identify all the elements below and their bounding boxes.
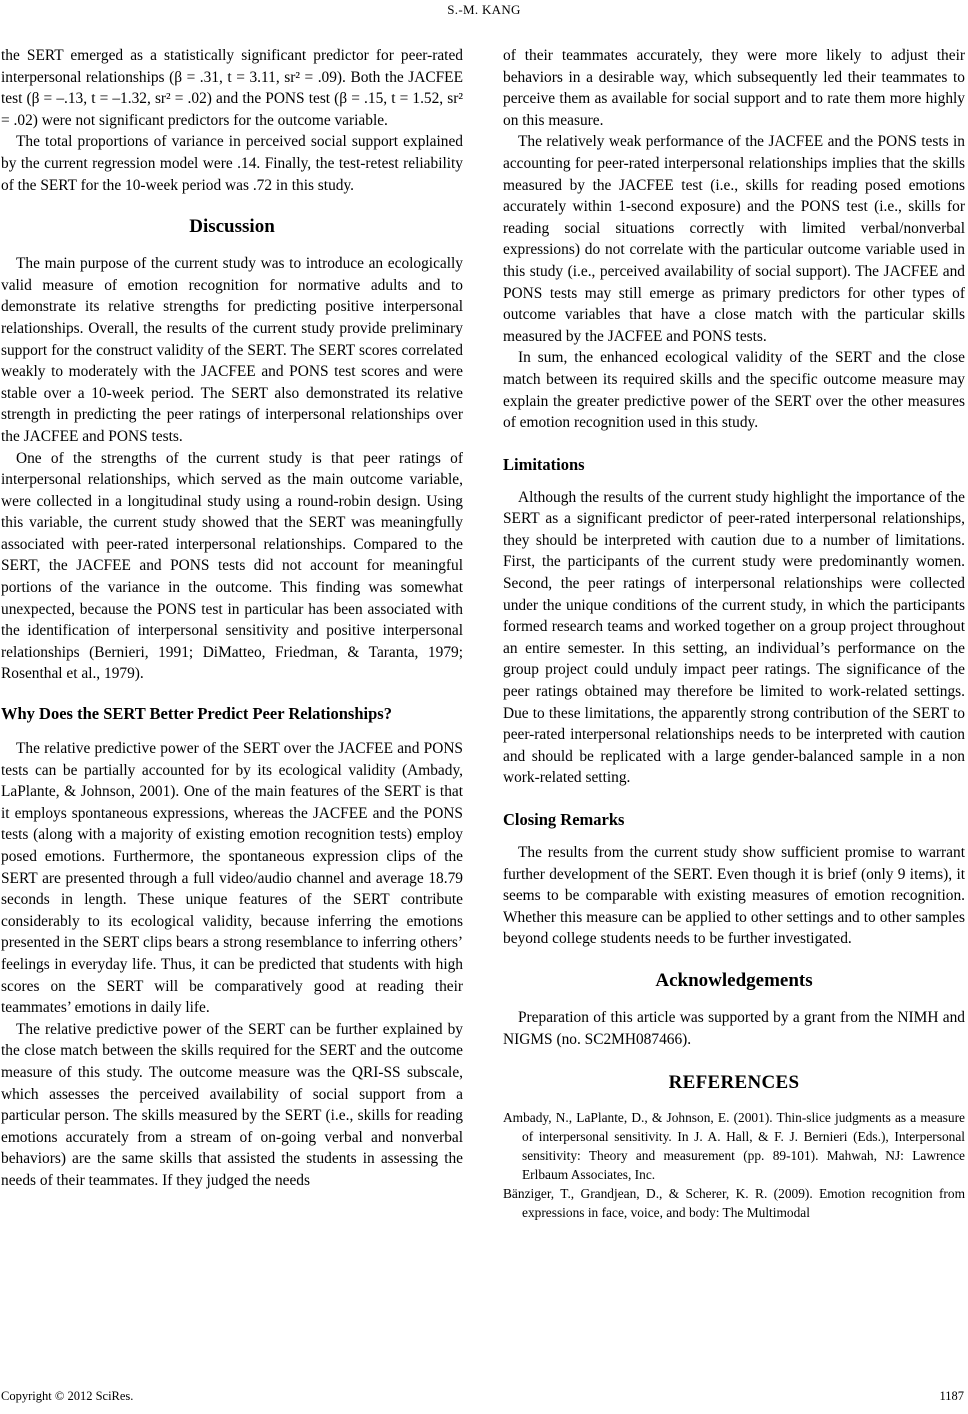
why-heading: Why Does the SERT Better Predict Peer Relationships? <box>1 704 392 724</box>
acknowledgements-heading: Acknowledgements <box>655 969 813 991</box>
left-column <box>1 45 463 1192</box>
closing-remarks-heading: Closing Remarks <box>503 810 625 829</box>
paragraph: The results from the current study show sufficient promise to warrant further development of the SERT. Even though it is brief (only 9 items), it seems to be comparable with existing measures of emotion recognition. Whether this measure can be applied to other settings and to other samples beyond college students needs to be further investigated. <box>503 844 965 948</box>
paragraph: Although the results of the current study highlight the importance of the SERT as a significant predictor of peer-rated interpersonal relationships, they should be interpreted with caution due to a number of limitations. First, the participants of the current study were predominantly women. Second, the peer ratings of interpersonal relationships were collected under the unique conditions of the current study, in which the participants formed research teams and worked together on a group project throughout an entire semester. In this setting, an individual’s performance on the group project could unduly impact peer ratings. The significance of the peer ratings obtained may therefore be limited to work-related settings. Due to these limitations, the apparently strong contribution of the SERT to peer-rated interpersonal relationships needs to be interpreted with caution and should be replicated with a large gender-balanced sample in a non work-related setting. <box>503 488 965 787</box>
paragraph: The relatively weak performance of the JACFEE and the PONS tests in accounting for peer-rated interpersonal relationships implies that the skills measured by the JACFEE test (i.e., skills for reading posed emotions accurately within 1-second exposure) and the PONS test (i.e., skills for reading social situations correctly with limited verbal/nonverbal expressions) do not correlate with the particular outcome variable used in this study (i.e., perceived availability of social support). The JACFEE and PONS tests may still emerge as primary predictors for other types of outcome variables that have a close match with the particular skills measured by the JACFEE and PONS tests. <box>503 133 965 345</box>
discussion-heading: Discussion <box>189 216 275 238</box>
references-heading: REFERENCES <box>668 1072 800 1094</box>
paragraph: One of the strengths of the current study is that peer ratings of interpersonal relationships, which served as the main outcome variable, were collected in a longitudinal study using a round-robin design. Using this variable, the current study showed that the SERT was meaningfully associated with peer-rated interpersonal relationships. Compared to the SERT, the JACFEE and PONS tests did not account for meaningful portions of the variance in the outcome. This finding was somewhat unexpected, because the PONS test in particular has been associated with the identification of interpersonal sensitivity and positive interpersonal relationships (Bernieri, 1991; DiMatteo, Friedman, & Taranta, 1979; Rosenthal et al., 1979). <box>1 449 463 683</box>
limitations-heading: Limitations <box>503 454 585 474</box>
copyright-notice: Copyright © 2012 SciRes. <box>1 1389 134 1403</box>
paragraph: Preparation of this article was supported by a grant from the NIMH and NIGMS (no. SC2MH087466). <box>503 1008 965 1048</box>
paragraph: The relative predictive power of the SERT can be further explained by the close match between the skills required for the SERT and the outcome measure of this study. The outcome measure was the QRI-SS subscale, which assesses the perceived availability of social support from a particular person. The skills measured by the SERT (i.e., skills for reading emotions accurately from a stream of on-going verbal and nonverbal behaviors) are the same skills that assisted the students in assessing the needs of their teammates. If they judged the needs <box>1 1020 463 1189</box>
paragraph: the SERT emerged as a statistically significant predictor for peer-rated interpersonal relationships (β = .31, t = 3.11, sr² = .09). Both the JACFEE test (β = –.13, t = –1.32, sr² = .02) and the PONS test (β = .15, t = 1.52, sr² = .02) were not significant predictors for the outcome variable. <box>1 47 463 129</box>
paragraph: In sum, the enhanced ecological validity of the SERT and the close match between its required skills and the specific outcome measure may explain the greater predictive power of the SERT over the other measures of emotion recognition used in this study. <box>503 349 965 432</box>
paragraph: The relative predictive power of the SERT over the JACFEE and PONS tests can be partially accounted for by its ecological validity (Ambady, LaPlante, & Johnson, 2001). One of the main features of the SERT is that it employs spontaneous expressions, whereas the JACFEE and the PONS tests (along with a majority of existing emotion recognition tests) employ posed emotions. Furthermore, the spontaneous expression clips of the SERT are presented through a full video/audio channel and average 18.79 seconds in length. These unique features of the SERT contribute considerably to its ecological validity, because inferring the emotions presented in the SERT clips bears a strong resemblance to inferring others’ feelings in everyday life. Thus, it can be predicted that students with high scores on the SERT will be comparatively good at reading their teammates’ emotions in daily life. <box>1 740 463 1017</box>
right-column <box>503 45 965 1222</box>
running-head: S.-M. KANG <box>447 2 521 17</box>
reference-entry: Ambady, N., LaPlante, D., & Johnson, E. (2001). Thin-slice judgments as a measure of interpersonal sensitivity. In J. A. Hall, & F. J. Bernieri (Eds.), Interpersonal sensitivity: Theory and measurement (pp. 89-101). Mahwah, NJ: Lawrence Erlbaum Associates, Inc. <box>503 1110 965 1183</box>
reference-entry: Bänziger, T., Grandjean, D., & Scherer, K. R. (2009). Emotion recognition from expressions in face, voice, and body: The Multimodal <box>503 1186 965 1221</box>
page-number: 1187 <box>939 1389 964 1403</box>
paragraph: The main purpose of the current study was to introduce an ecologically valid measure of emotion recognition for normative adults and to demonstrate its relative strengths for predicting positive interpersonal relationships. Overall, the results of the current study provide preliminary support for the construct validity of the SERT. The SERT scores correlated weakly to moderately with the JACFEE and PONS test scores and were stable over a 10-week period. The SERT also demonstrated its relative strength in predicting the peer ratings of interpersonal relationships over the JACFEE and PONS tests. <box>1 255 463 445</box>
paragraph: The total proportions of variance in perceived social support explained by the current regression model were .14. Finally, the test-retest reliability of the SERT for the 10-week period was .72 in this study. <box>1 133 463 194</box>
paragraph: of their teammates accurately, they were more likely to adjust their behaviors in a desirable way, which subsequently led their teammates to perceive them as available for social support and to rate them more highly on this measure. <box>503 47 965 129</box>
